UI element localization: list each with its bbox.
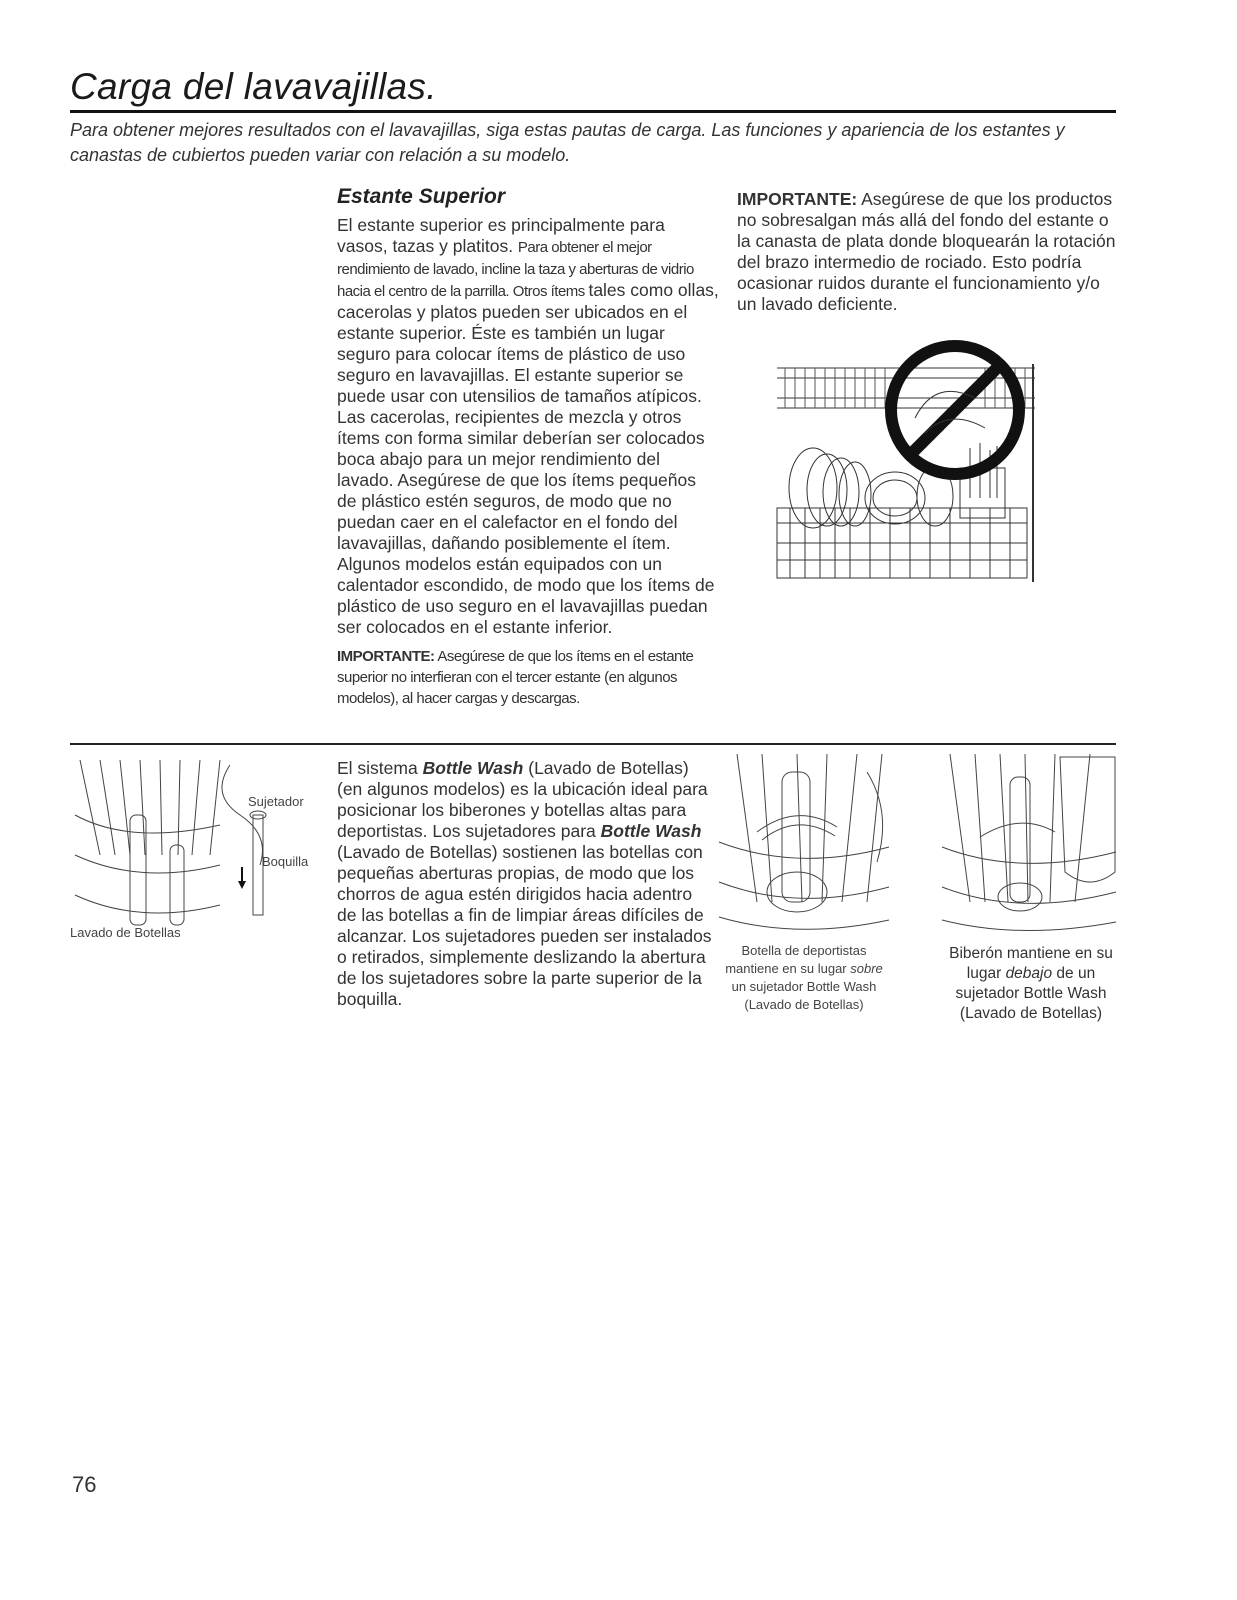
upper-rack-section: [337, 186, 719, 709]
bottle-wash-caption: Lavado de Botellas: [70, 925, 181, 940]
section-rule: [70, 743, 1116, 745]
baby-caption-2: de un sujetador Bottle Wash (Lavado de Botellas): [955, 965, 1107, 1022]
intro-text: Para obtener mejores resultados con el lavavajillas, siga estas pautas de carga. Las funciones y apariencia de los estantes y canastas de cubiertos pueden variar con relación a su modelo.: [70, 120, 1065, 165]
baby-caption-1: Biberón mantiene en su lugar: [949, 945, 1113, 982]
upper-rack-important: [337, 646, 719, 709]
baby-caption-em: debajo: [1005, 965, 1053, 982]
right-note: [737, 189, 1117, 315]
baby-bottle-caption: [942, 944, 1120, 1024]
baby-bottle-illustration: [940, 752, 1118, 942]
upper-rack-text-1: El estante superior es principalmente para vasos, tazas y platitos.: [337, 215, 665, 256]
bw-text-1: El sistema: [337, 758, 423, 778]
important-label: IMPORTANTE:: [337, 648, 435, 665]
page-number: 76: [72, 1472, 97, 1497]
upper-rack-text-3: tales como ollas, cacerolas y platos pueden ser ubicados en el estante superior. Éste es también un lugar seguro para colocar ítems de plástico de uso seguro en lavavajillas. El estante superior se puede usar con utensilios de tamaños atípicos. Las cacerolas, recipientes de mezcla y otros ítems con forma similar deberían ser colocados boca abajo para un mejor rendimiento del lavado. Asegúrese de que los ítems pequeños de plástico estén seguros, de modo que no puedan caer en el calefactor en el fondo del lavavajillas, dañando posiblemente el ítem. Algunos modelos están equipados con un calentador escondido, de modo que los ítems de plástico de uso seguro en el lavavajillas puedan ser colocados en el estante inferior.: [337, 280, 719, 637]
upper-rack-paragraph: [337, 215, 719, 638]
label-boquilla: Boquilla: [262, 854, 309, 869]
bw-text-2: (Lavado de Botellas) (en algunos modelos) es la ubicación ideal para posicionar los biberones y botellas altas para deportistas. Los sujetadores para: [337, 758, 708, 841]
sport-caption-1: Botella de deportistas mantiene en su lugar: [725, 943, 867, 976]
sport-caption-em: sobre: [850, 961, 883, 976]
right-note-paragraph: [737, 189, 1117, 315]
bw-text-3: (Lavado de Botellas) sostienen las botellas con pequeñas aberturas propias, de modo que los chorros de agua estén dirigidos hacia adentro de las botellas a fin de limpiar áreas difíciles de alcanzar. Los sujetadores pueden ser instalados o retirados, simplemente deslizando la abertura de los sujetadores sobre la parte superior de la boquilla.: [337, 842, 712, 1009]
overloaded-rack-illustration: [775, 338, 1037, 582]
sport-bottle-caption: [718, 942, 890, 1014]
right-important-text: Asegúrese de que los productos no sobresalgan más allá del fondo del estante o la canasta de plata donde bloquearán la rotación del brazo intermedio de rociado. Esto podría ocasionar ruidos durante el funcionamiento y/o un lavado deficiente.: [737, 189, 1116, 314]
bw-brand-1: Bottle Wash: [422, 758, 524, 778]
right-important-label: IMPORTANTE:: [737, 189, 858, 209]
label-sujetador: Sujetador: [248, 794, 304, 809]
title-rule: [70, 110, 1116, 113]
bottle-wash-figure: [70, 755, 325, 940]
upper-rack-text-2: Para obtener el mejor rendimiento de lavado, incline la taza y aberturas de vidrio hacia el centro de la parrilla. Otros ítems: [337, 239, 694, 300]
sport-caption-2: un sujetador Bottle Wash (Lavado de Botellas): [731, 979, 877, 1012]
sport-bottle-illustration: [717, 752, 892, 942]
bottle-wash-text: [337, 758, 712, 1010]
bw-brand-2: Bottle Wash: [600, 821, 702, 841]
upper-rack-heading: Estante Superior: [337, 185, 506, 208]
page-title: Carga del lavavajillas.: [70, 66, 437, 107]
bottle-wash-paragraph: [337, 758, 712, 1010]
important-text: Asegúrese de que los ítems en el estante superior no interfieran con el tercer estante (en algunos modelos), al hacer cargas y descargas.: [337, 648, 694, 707]
